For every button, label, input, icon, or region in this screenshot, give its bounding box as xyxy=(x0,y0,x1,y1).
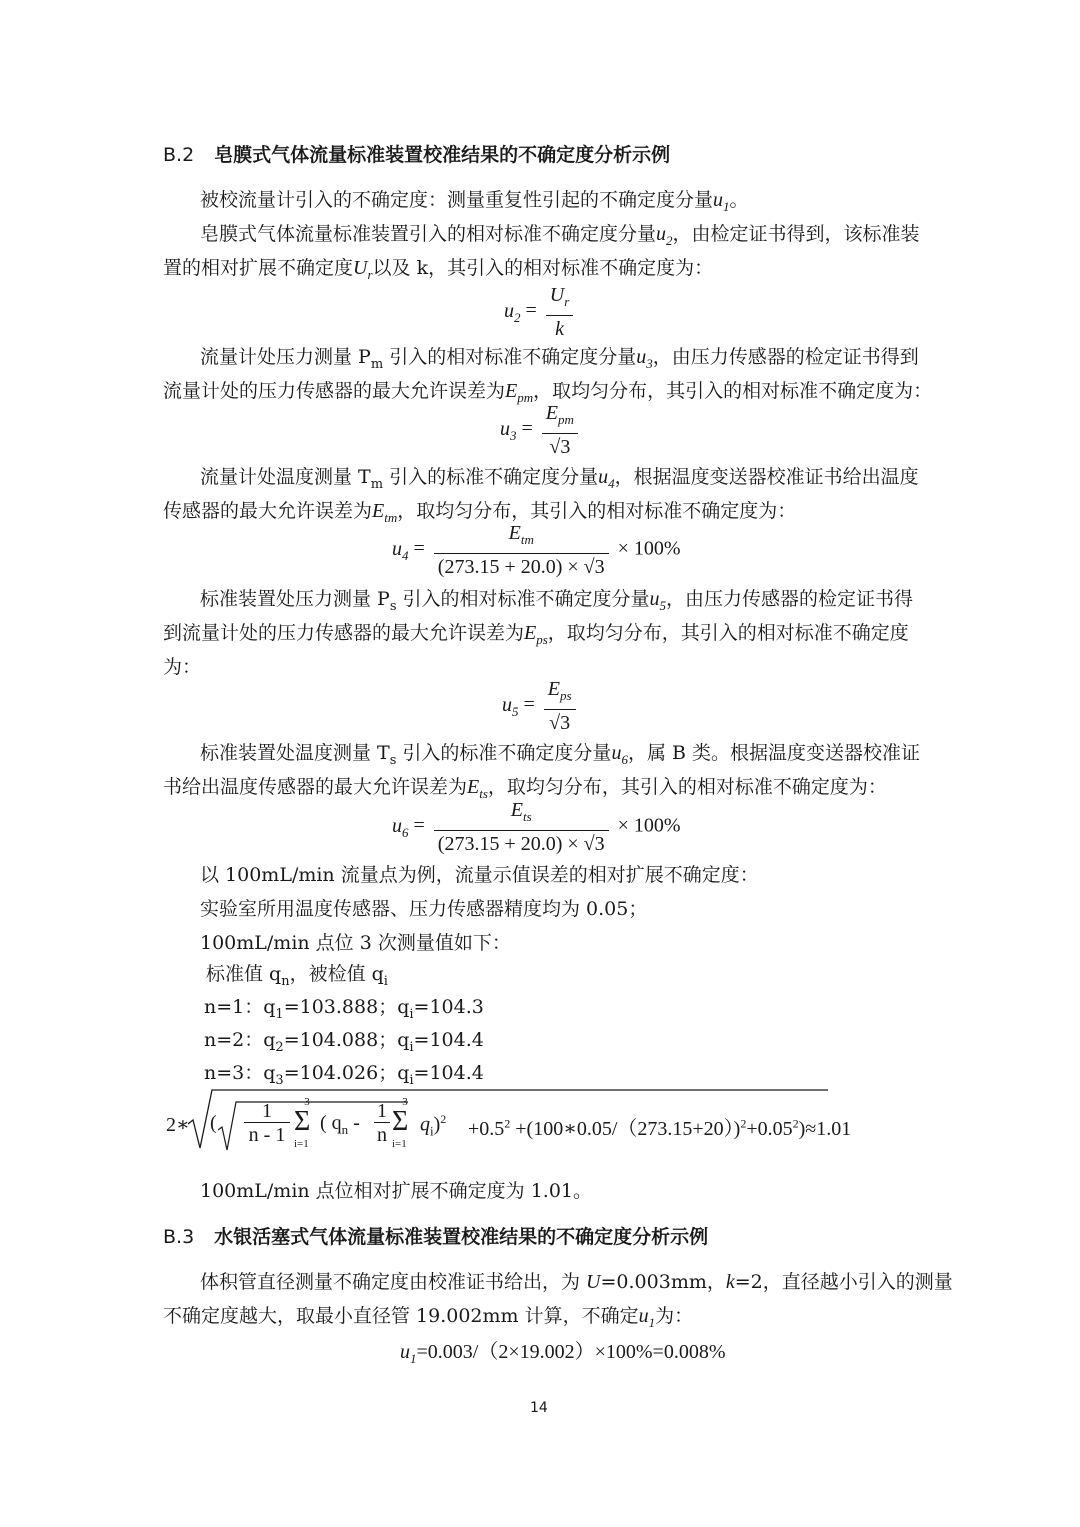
math-var: $E_{ps}$ xyxy=(524,622,548,647)
text: 被校流量计引入的不确定度：测量重复性引起的不确定度分量 xyxy=(200,189,714,211)
text: 书给出温度传感器的最大允许误差为 xyxy=(163,776,468,798)
section-b2-heading xyxy=(163,140,670,167)
numerator: 1 xyxy=(377,1100,387,1122)
text-line: 100mL/min 点位相对扩展不确定度为 1.01。 xyxy=(200,1180,593,1202)
equation-b3-u1: $u_1=0.003/(2\times 19.002)\times 100\%=0.008\%$ xyxy=(400,1341,726,1366)
text: 引入的相对标准不确定度分量 xyxy=(396,588,650,610)
text: 为： xyxy=(655,1305,694,1327)
paragraph xyxy=(200,584,913,614)
math-var: $u_4$ xyxy=(598,466,615,491)
text: 标准装置处压力测量 P xyxy=(200,588,390,610)
math-var: $U_r$ xyxy=(353,257,373,282)
text: 标准值 q xyxy=(206,963,282,985)
text: ，取均匀分布，其引入的相对标准不确定度 xyxy=(547,622,909,644)
subscript: 3 xyxy=(275,1072,284,1088)
text: ，取均匀分布，其引入的相对标准不确定度为： xyxy=(397,500,797,522)
text: 传感器的最大允许误差为 xyxy=(163,500,373,522)
section-number: B.2 xyxy=(163,144,195,166)
sqrt: √3 xyxy=(549,712,571,734)
math-var: $u_2$ xyxy=(656,223,673,248)
sum-upper: 3 xyxy=(304,1096,310,1108)
section-title: 水银活塞式气体流量标准装置校准结果的不确定度分析示例 xyxy=(214,1226,709,1248)
subscript: i xyxy=(383,973,388,989)
text: ，由压力传感器的检定证书得 xyxy=(666,588,914,610)
math-var: $u_3$ xyxy=(636,346,653,371)
text: ，被检值 q xyxy=(289,963,384,985)
math-var: k xyxy=(725,1271,735,1293)
exponent: 2 xyxy=(440,1112,447,1126)
text: 流量计处的压力传感器的最大允许误差为 xyxy=(163,380,506,402)
denominator: n - 1 xyxy=(244,1122,290,1147)
text: =0.003mm， xyxy=(600,1271,726,1293)
paragraph-cont xyxy=(163,652,201,679)
text: =104.088；q xyxy=(283,1029,410,1051)
subscript: i xyxy=(409,1006,414,1022)
section-number: B.3 xyxy=(163,1226,195,1248)
measurement-line xyxy=(204,1025,484,1055)
subscript: i xyxy=(409,1039,414,1055)
text-line: 100mL/min 点位 3 次测量值如下： xyxy=(200,932,511,954)
subscript: n xyxy=(341,1122,349,1137)
expanded-uncertainty-formula xyxy=(166,1086,886,1156)
text: ，由检定证书得到，该标准装 xyxy=(672,223,920,245)
text: ，根据温度变送器校准证书给出温度 xyxy=(614,466,919,488)
paragraph xyxy=(200,738,920,768)
text: 到流量计处的压力传感器的最大允许误差为 xyxy=(163,622,525,644)
paragraph-cont xyxy=(163,618,909,648)
paragraph xyxy=(200,342,919,372)
math-var: $u_1$ xyxy=(713,189,730,214)
exponent: 2 xyxy=(504,1116,511,1131)
text: 不确定度越大，取最小直径管 19.002mm 计算，不确定 xyxy=(163,1305,639,1327)
subscript: 2 xyxy=(275,1039,284,1055)
text: 流量计处温度测量 T xyxy=(200,466,371,488)
term: +0.05 xyxy=(746,1118,793,1140)
text: 为： xyxy=(163,656,202,678)
text: 引入的标准不确定度分量 xyxy=(383,466,599,488)
prefix: 2∗ xyxy=(166,1114,190,1136)
q-n-term: ( $q_n$ - xyxy=(320,1112,360,1137)
equation-u3: $u_3$ = $\frac{E_{pm}}{√3}$ xyxy=(500,400,582,460)
exponent: 2 xyxy=(792,1116,799,1131)
sigma: Σ xyxy=(294,1106,311,1137)
subscript: n xyxy=(281,973,290,989)
measurement-line xyxy=(204,1058,484,1088)
denominator: n xyxy=(374,1122,390,1147)
equation-u4: $u_4$ = $\frac{E_{tm}}{(273.15 + 20.0) \times √3}$ × 100% xyxy=(392,522,681,578)
math-var: $u_1$ xyxy=(638,1305,656,1330)
q: q xyxy=(331,1112,342,1134)
subscript: m xyxy=(370,356,384,372)
text: n=2：q xyxy=(204,1029,276,1051)
text: =104.4 xyxy=(413,1062,484,1084)
q: q xyxy=(420,1113,430,1136)
section-title: 皂膜式气体流量标准装置校准结果的不确定度分析示例 xyxy=(214,144,671,166)
equation-u2: $u_2$ = $\frac{U_r}{k}$ xyxy=(504,282,577,342)
text: 引入的相对标准不确定度分量 xyxy=(383,346,637,368)
text: 流量计处压力测量 P xyxy=(200,346,371,368)
exponent: 2 xyxy=(740,1116,747,1131)
text: 标准装置处温度测量 T xyxy=(200,742,390,764)
paren-open: ( xyxy=(210,1112,217,1134)
sum-upper: 3 xyxy=(402,1096,408,1108)
subscript: i xyxy=(430,1123,434,1139)
percent: × 100% xyxy=(617,537,681,560)
paragraph-cont xyxy=(163,1301,693,1331)
q-i-term: $q_i)^2$ xyxy=(420,1112,447,1139)
text: ，取均匀分布，其引入的相对标准不确定度为： xyxy=(533,380,933,402)
percent: × 100% xyxy=(617,814,681,837)
sqrt: √3 xyxy=(583,556,605,578)
paragraph xyxy=(200,1267,953,1294)
text: 引入的标准不确定度分量 xyxy=(396,742,612,764)
text: 体积管直径测量不确定度由校准证书给出，为 xyxy=(200,1271,587,1293)
text: ，由压力传感器的检定证书得到 xyxy=(652,346,919,368)
text: n=1：q xyxy=(204,996,276,1018)
text: =104.3 xyxy=(413,996,484,1018)
math-var: $u_5$ xyxy=(649,588,667,613)
math-var: $E_{pm}$ xyxy=(505,380,534,405)
term: +(100∗0.05/（273.15+20）) xyxy=(515,1118,741,1140)
text: 皂膜式气体流量标准装置引入的相对标准不确定度分量 xyxy=(200,223,657,245)
paragraph xyxy=(200,219,920,249)
equation-u6: $u_6$ = $\frac{E_{ts}}{(273.15 + 20.0) \times √3}$ × 100% xyxy=(392,799,681,855)
subscript: s xyxy=(389,598,397,614)
text: ，取均匀分布，其引入的相对标准不确定度为： xyxy=(487,776,887,798)
denominator: (273.15 + 20.0) × xyxy=(437,833,584,855)
sigma: Σ xyxy=(392,1106,409,1137)
paragraph: 被校流量计引入的不确定度：测量重复性引起的不确定度分量$u_1$。 xyxy=(200,189,749,214)
subscript: m xyxy=(370,476,384,492)
math-var: $E_{ts}$ xyxy=(467,776,488,801)
measurement-line xyxy=(204,992,484,1022)
sum-lower: i=1 xyxy=(392,1138,407,1150)
sqrt: √3 xyxy=(583,833,605,855)
text: ，属 B 类。根据温度变送器校准证 xyxy=(627,742,920,764)
text-line xyxy=(206,959,388,989)
subscript: s xyxy=(389,752,397,768)
paragraph-cont xyxy=(163,253,713,283)
math-var: $E_{tm}$ xyxy=(372,500,398,525)
text: n=3：q xyxy=(204,1062,276,1084)
sum-lower: i=1 xyxy=(294,1138,309,1150)
result: )≈1.01 xyxy=(798,1118,852,1140)
text: 置的相对扩展不确定度 xyxy=(163,257,354,279)
subscript: i xyxy=(409,1072,414,1088)
denominator: (273.15 + 20.0) × xyxy=(437,556,584,578)
text: =104.026；q xyxy=(283,1062,410,1084)
sqrt: √3 xyxy=(549,436,571,458)
terms xyxy=(468,1112,851,1141)
text: =104.4 xyxy=(413,1029,484,1051)
text: 以及 k，其引入的相对标准不确定度为： xyxy=(372,257,714,279)
term: +0.5 xyxy=(468,1118,505,1140)
text: =103.888；q xyxy=(283,996,410,1018)
equation-text: =0.003/（2×19.002）×100%=0.008% xyxy=(416,1341,726,1363)
text-line: 以 100mL/min 流量点为例，流量示值误差的相对扩展不确定度： xyxy=(200,864,759,886)
page-number: 14 xyxy=(530,1400,548,1416)
text-line: 实验室所用温度传感器、压力传感器精度均为 0.05； xyxy=(200,898,648,920)
subscript: 1 xyxy=(275,1006,284,1022)
numerator: 1 xyxy=(262,1100,272,1122)
equation-u5: $u_5$ = $\frac{E_{ps}}{√3}$ xyxy=(502,676,580,736)
section-b3-heading xyxy=(163,1222,708,1249)
math-var: U xyxy=(586,1271,601,1293)
text: =2，直径越小引入的测量 xyxy=(734,1271,953,1293)
paragraph xyxy=(200,462,919,492)
math-var: $u_6$ xyxy=(611,742,628,767)
